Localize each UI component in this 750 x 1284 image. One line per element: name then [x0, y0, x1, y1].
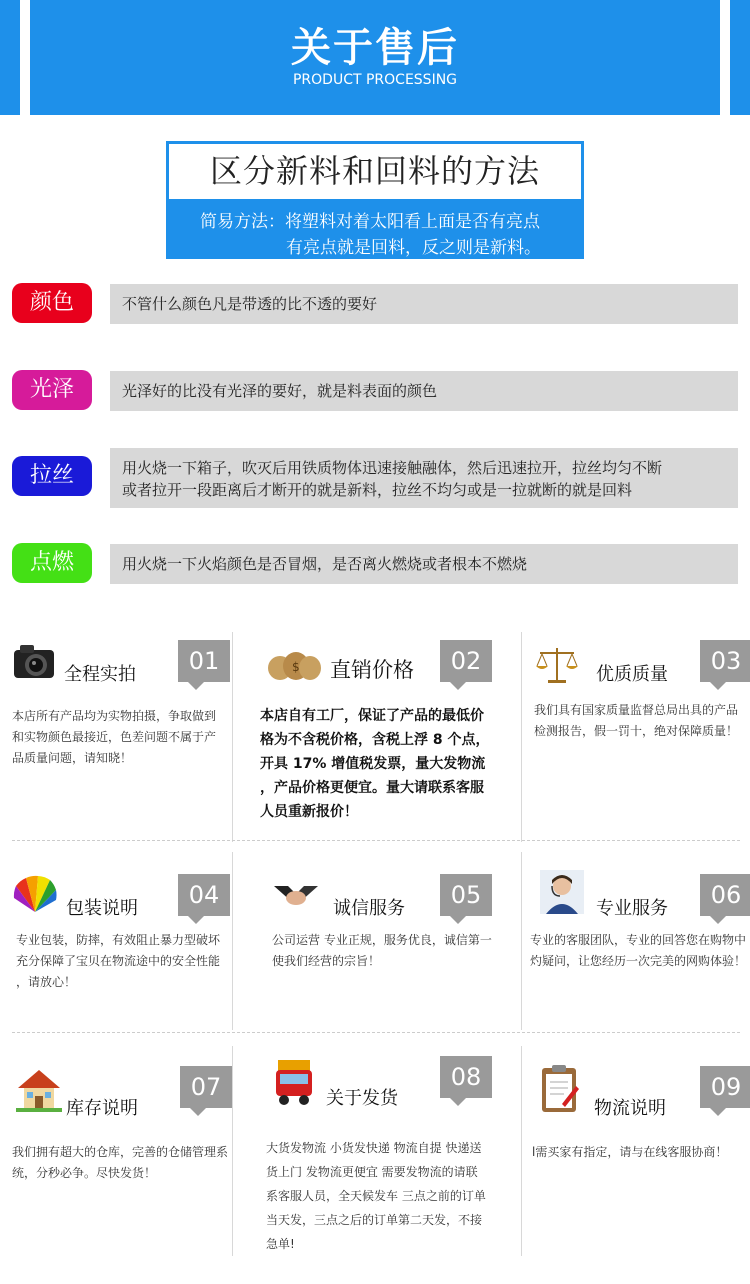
desc-line: 急单! [266, 1237, 295, 1251]
feature-title-08: 关于发货 [326, 1088, 398, 1109]
feature-num-09: 09 [700, 1066, 750, 1108]
desc-line: 充分保障了宝贝在物流途中的安全性能 [16, 954, 221, 968]
badge-gloss: 光泽 [12, 370, 92, 410]
row-desc-ignite: 用火烧一下火焰颜色是否冒烟，是否离火燃烧或者根本不燃烧 [110, 544, 738, 584]
badge-color: 颜色 [12, 283, 92, 323]
row-desc-stringing-line-2: 或者拉开一段距离后才断开的就是新料，拉丝不均匀或是一拉就断的就是回料 [122, 481, 633, 499]
money-bag-icon [266, 640, 322, 686]
svg-text:$: $ [292, 660, 300, 674]
desc-line: 品质量问题，请知晓！ [12, 751, 133, 765]
handshake-icon [272, 878, 320, 918]
desc-line: 系客服人员，全天候发车 三点之前的订单 [266, 1189, 486, 1203]
grid-divider [232, 1046, 233, 1256]
method-title: 区分新料和回料的方法 [169, 144, 581, 199]
method-line-2: 有亮点就是回料，反之则是新料。 [286, 238, 541, 258]
row-desc-color: 不管什么颜色凡是带透的比不透的要好 [110, 284, 738, 324]
badge-stringing: 拉丝 [12, 456, 92, 496]
feature-desc-01 [12, 706, 216, 769]
desc-line: 专业的客服团队，专业的回答您在购物中 [530, 933, 747, 947]
feature-title-04: 包装说明 [66, 898, 138, 919]
feature-desc-03 [534, 700, 738, 742]
feature-title-01: 全程实拍 [64, 664, 136, 685]
feature-title-05: 诚信服务 [333, 898, 405, 919]
desc-line: 灼疑问，让您经历一次完美的网购体验！ [530, 954, 747, 968]
desc-line: 公司运营 专业正规，服务优良，诚信第一 [272, 933, 492, 947]
feature-num-03: 03 [700, 640, 750, 682]
feature-desc-06 [530, 930, 746, 972]
header-right-stripe [730, 0, 750, 115]
feature-title-09: 物流说明 [594, 1098, 666, 1119]
header-banner [30, 0, 720, 115]
feature-num-06: 06 [700, 874, 750, 916]
house-icon [16, 1066, 62, 1116]
desc-line: 和实物颜色最接近，色差问题不属于产 [12, 730, 217, 744]
grid-divider [521, 852, 522, 1030]
desc-line: 大货发物流 小货发快递 物流自提 快递送 [266, 1141, 482, 1155]
desc-line: 专业包装，防摔，有效阻止暴力型破坏 [16, 933, 221, 947]
grid-divider [521, 1046, 522, 1256]
row-desc-stringing [110, 448, 738, 508]
desc-line: 开具 17% 增值税发票，量大发物流 [260, 756, 486, 772]
grid-divider [232, 852, 233, 1030]
desc-line: 检测报告，假一罚十，绝对保障质量！ [534, 724, 739, 738]
feature-desc-09 [532, 1142, 727, 1163]
method-box [166, 141, 584, 259]
feature-num-07: 07 [180, 1066, 232, 1108]
feature-num-01: 01 [178, 640, 230, 682]
feature-num-05: 05 [440, 874, 492, 916]
feature-desc-08 [266, 1136, 486, 1256]
desc-line: ，产品价格更便宜。量大请联系客服 [260, 780, 484, 796]
feature-desc-04 [16, 930, 220, 993]
clipboard-icon [540, 1064, 580, 1118]
grid-row-separator [12, 1032, 740, 1033]
desc-line: 人员重新报价！ [260, 804, 358, 820]
desc-line: 本店所有产品均为实物拍摄，争取做到 [12, 709, 217, 723]
desc-line: 统，分秒必争。尽快发货！ [12, 1166, 157, 1180]
color-fan-icon [12, 872, 58, 920]
feature-title-02: 直销价格 [330, 658, 414, 682]
feature-num-04: 04 [178, 874, 230, 916]
feature-num-02: 02 [440, 640, 492, 682]
feature-num-08: 08 [440, 1056, 492, 1098]
scale-icon [534, 644, 580, 690]
method-line-1: 简易方法：将塑料对着太阳看上面是否有亮点 [200, 212, 540, 232]
feature-title-07: 库存说明 [66, 1098, 138, 1119]
feature-title-06: 专业服务 [596, 898, 668, 919]
desc-line: 当天发，三点之后的订单第二天发，不接 [266, 1213, 483, 1227]
desc-line: 格为不含税价格，含税上浮 8 个点， [260, 732, 490, 748]
desc-line: 货上门 发物流更便宜 需要发物流的请联 [266, 1165, 478, 1179]
desc-line: l需买家有指定，请与在线客服协商！ [532, 1145, 728, 1159]
desc-line: ，请放心！ [16, 975, 77, 989]
grid-divider [521, 632, 522, 842]
desc-line: 使我们经营的宗旨！ [272, 954, 381, 968]
grid-divider [232, 632, 233, 842]
header-subtitle: PRODUCT PROCESSING [292, 72, 458, 88]
feature-desc-07 [12, 1142, 228, 1184]
header-left-stripe [0, 0, 20, 115]
customer-service-icon [540, 870, 584, 918]
desc-line: 本店自有工厂，保证了产品的最低价 [260, 708, 484, 724]
desc-line: 我们拥有超大的仓库，完善的仓储管理系 [12, 1145, 229, 1159]
camera-icon [12, 640, 58, 688]
feature-title-03: 优质质量 [596, 664, 668, 685]
feature-desc-02 [260, 704, 490, 824]
grid-row-separator [12, 840, 740, 841]
desc-line: 我们具有国家质量监督总局出具的产品 [534, 703, 739, 717]
row-desc-stringing-line-1: 用火烧一下箱子，吹灭后用铁质物体迅速接触融体，然后迅速拉开，拉丝均匀不断 [122, 459, 663, 477]
header-title: 关于售后 [291, 25, 459, 71]
row-desc-gloss: 光泽好的比没有光泽的要好，就是料表面的颜色 [110, 371, 738, 411]
truck-icon [274, 1058, 314, 1110]
feature-desc-05 [272, 930, 492, 972]
badge-ignite: 点燃 [12, 543, 92, 583]
